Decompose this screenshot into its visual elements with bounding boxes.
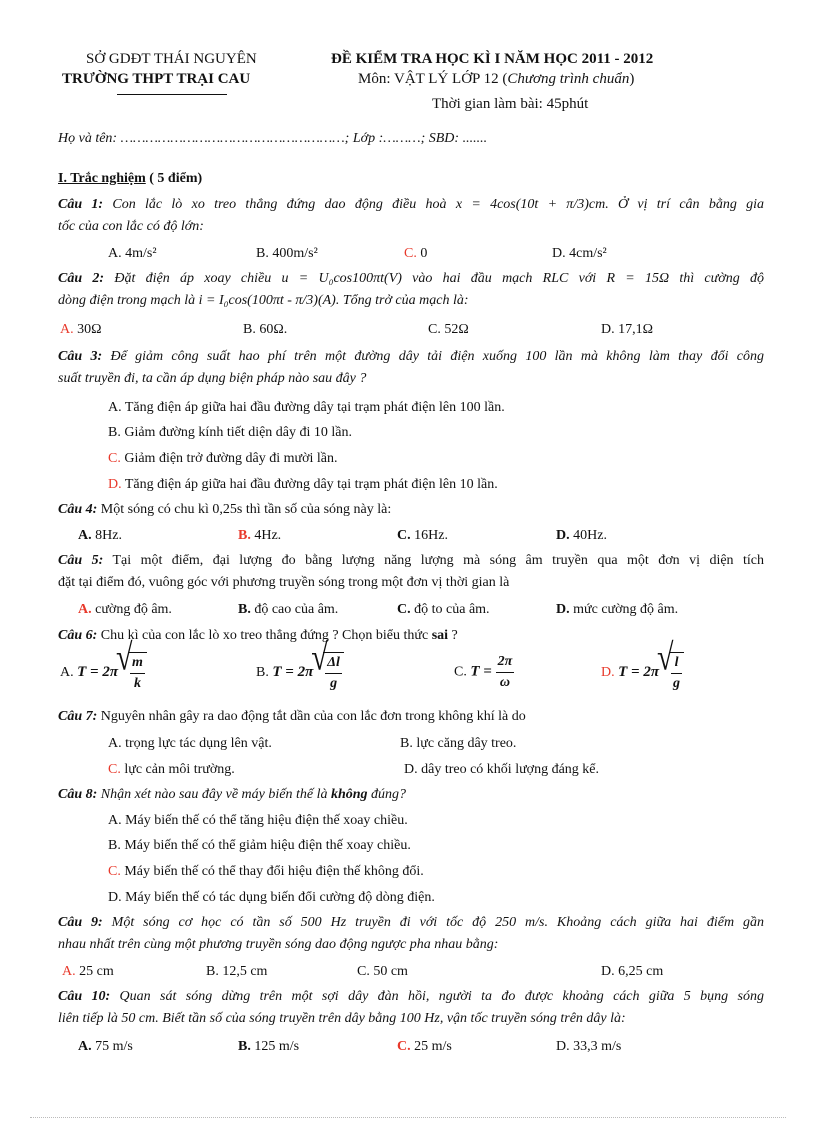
question-1: Câu 1: Con lắc lò xo treo thẳng đứng dao động điều hoà x = 4cos(10t + π/3)cm. Ở vị trí cân bằng gia tốc của con lắc có độ lớn: — [58, 197, 765, 234]
q8-option-c[interactable]: C. Máy biến thế có thể thay đổi hiệu điện thế không đổi. — [108, 864, 424, 879]
q3-option-c[interactable]: C. Giảm điện trở đường dây đi mười lần. — [108, 451, 338, 466]
department-name: SỞ GDĐT THÁI NGUYÊN — [86, 51, 257, 67]
q9-option-c[interactable]: C. 50 cm — [357, 964, 408, 979]
q9-option-a[interactable]: A. 25 cm — [62, 964, 114, 979]
q2-option-c[interactable]: C. 52Ω — [428, 322, 469, 337]
q3-option-a[interactable]: A. Tăng điện áp giữa hai đầu đường dây tại trạm phát điện lên 100 lần. — [108, 400, 505, 415]
q4-option-b[interactable]: B. 4Hz. — [238, 528, 282, 543]
q5-option-a[interactable]: A. cường độ âm. — [78, 602, 172, 617]
q8-option-b[interactable]: B. Máy biến thế có thể giảm hiệu điện thế xoay chiều. — [108, 838, 411, 853]
exam-time: Thời gian làm bài: 45phút — [432, 96, 589, 112]
school-name: TRƯỜNG THPT TRẠI CAU — [62, 71, 251, 87]
q8-option-d[interactable]: D. Máy biến thế có tác dụng biến đổi cường độ dòng điện. — [108, 890, 435, 905]
q7-option-c[interactable]: C. lực cản môi trường. — [108, 762, 235, 777]
q10-option-d[interactable]: D. 33,3 m/s — [556, 1039, 622, 1054]
q5-option-b[interactable]: B. độ cao của âm. — [238, 602, 339, 617]
q1-option-d[interactable]: D. 4cm/s² — [552, 246, 607, 261]
question-5: Câu 5: Tại một điểm, đại lượng đo bằng lượng năng lượng mà sóng âm truyền qua một đơn vị diện tích đặt tại điểm đó, vuông góc với phương truyền sóng trong một đơn vị thời gian là — [58, 553, 764, 590]
q8-option-a[interactable]: A. Máy biến thế có thể tăng hiệu điện thế xoay chiều. — [108, 813, 408, 828]
q9-option-b[interactable]: B. 12,5 cm — [206, 964, 268, 979]
question-9: Câu 9: Một sóng cơ học có tần số 500 Hz truyền đi với tốc độ 250 m/s. Khoảng cách giữa hai điểm gần nhau nhất trên cùng một phương truyền sóng dao động ngược pha nhau bằng: — [58, 915, 765, 952]
q6-option-d[interactable]: D. T = 2π √ $\frac{l}{g}$ — [601, 652, 684, 694]
q3-option-d[interactable]: D. Tăng điện áp giữa hai đầu đường dây tại trạm phát điện lên 10 lần. — [108, 477, 498, 492]
q6-option-b[interactable]: B. T = 2π √ $\frac{\Delta l}{g}$ — [256, 652, 344, 694]
q4-option-a[interactable]: A. 8Hz. — [78, 528, 122, 543]
header-underline — [117, 94, 227, 95]
exam-title: ĐỀ KIỂM TRA HỌC KÌ I NĂM HỌC 2011 - 2012 — [331, 51, 654, 67]
question-6: Câu 6: Chu kì của con lắc lò xo treo thẳng đứng ? Chọn biểu thức sai ? — [58, 628, 458, 643]
q3-option-b[interactable]: B. Giảm đường kính tiết diện dây đi 10 lần. — [108, 425, 353, 440]
question-7: Câu 7: Nguyên nhân gây ra dao động tắt dần của con lắc đơn trong không khí là do — [58, 709, 526, 724]
q2-option-b[interactable]: B. 60Ω. — [243, 322, 288, 337]
q6-option-a[interactable]: A. T = 2π √ $\frac{m}{k}$ — [60, 652, 147, 694]
q10-option-a[interactable]: A. 75 m/s — [78, 1039, 133, 1054]
q10-option-b[interactable]: B. 125 m/s — [238, 1039, 300, 1054]
q6-option-c[interactable]: C. T = $\frac{2\pi}{\omega}$ — [454, 654, 513, 690]
q4-option-d[interactable]: D. 40Hz. — [556, 528, 607, 543]
q7-option-d[interactable]: D. dây treo có khối lượng đáng kể. — [404, 762, 600, 777]
student-info-line: Họ và tên: ………………………………………………; Lớp :………; SBD: ....... — [58, 131, 488, 146]
q9-option-d[interactable]: D. 6,25 cm — [601, 964, 664, 979]
q5-option-d[interactable]: D. mức cường độ âm. — [556, 602, 679, 617]
question-4: Câu 4: Một sóng có chu kì 0,25s thì tần số của sóng này là: — [58, 502, 392, 517]
page-bottom-divider — [30, 1117, 786, 1118]
q2-option-a[interactable]: A. 30Ω — [60, 322, 102, 337]
q1-option-a[interactable]: A. 4m/s² — [108, 246, 157, 261]
q10-option-c[interactable]: C. 25 m/s — [397, 1039, 452, 1054]
question-3: Câu 3: Để giảm công suất hao phí trên một đường dây tải điện xuống 100 lần mà không làm thay đổi công suất truyền đi, ta cần áp dụng biện pháp nào sau đây ? — [58, 349, 764, 386]
q2-option-d[interactable]: D. 17,1Ω — [601, 322, 654, 337]
q5-option-c[interactable]: C. độ to của âm. — [397, 602, 490, 617]
question-2: Câu 2: Đặt điện áp xoay chiều u = U₀cos100πt(V) vào hai đầu mạch RLC với R = 15Ω thì cường độ dòng điện trong mạch là i = I₀cos(100πt - π/3)(A). Tổng trở của mạch là: — [58, 271, 764, 308]
q7-option-a[interactable]: A. trọng lực tác dụng lên vật. — [108, 736, 272, 751]
question-10: Câu 10: Quan sát sóng dừng trên một sợi dây đàn hồi, người ta đo được khoảng cách giữa 5 bụng sóng liên tiếp là 50 cm. Biết tần số của sóng truyền trên dây bằng 100 Hz, vận tốc truyền sóng trên dây là: — [58, 989, 764, 1026]
q7-option-b[interactable]: B. lực căng dây treo. — [400, 736, 517, 751]
q1-option-b[interactable]: B. 400m/s² — [256, 246, 318, 261]
subject-line: Môn: VẬT LÝ LỚP 12 (Chương trình chuẩn) — [358, 71, 635, 87]
q1-option-c[interactable]: C. 0 — [404, 246, 428, 261]
section-title: I. Trắc nghiệm ( 5 điểm) — [58, 171, 203, 186]
question-8: Câu 8: Nhận xét nào sau đây về máy biến thế là không đúng? — [58, 787, 407, 802]
q4-option-c[interactable]: C. 16Hz. — [397, 528, 448, 543]
